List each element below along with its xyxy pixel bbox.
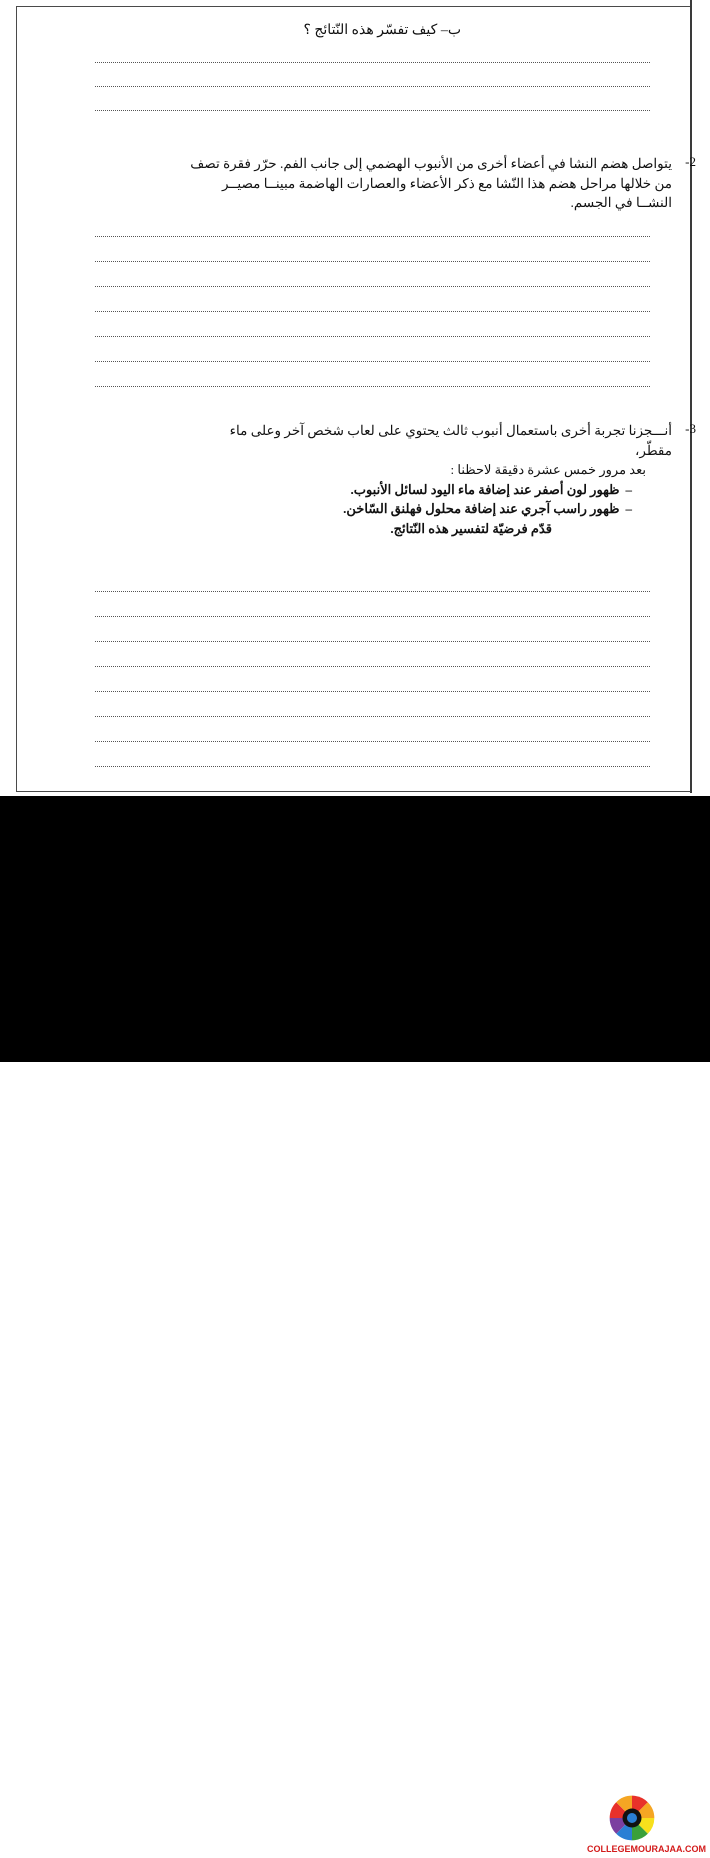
scan-background-strip bbox=[0, 796, 710, 1854]
question-2-line-3: النشــا في الجسم. bbox=[570, 195, 672, 211]
page-border-left bbox=[16, 6, 17, 792]
answer-line[interactable] bbox=[95, 110, 650, 111]
question-b-text: ب– كيف تفسّر هذه النّتائج ؟ bbox=[303, 23, 461, 38]
question-3-number: 3- bbox=[685, 421, 696, 436]
answer-line[interactable] bbox=[95, 86, 650, 87]
page-border-top bbox=[16, 6, 691, 7]
question-3-bullet-2 bbox=[62, 499, 632, 519]
answer-line[interactable] bbox=[95, 386, 650, 387]
answer-line[interactable] bbox=[95, 336, 650, 337]
question-2-number: 2- bbox=[685, 154, 696, 169]
answer-line[interactable] bbox=[95, 766, 650, 767]
question-3-bullet-1-label: ظهور لون أصفر عند إضافة ماء اليود لسائل الأنبوب. bbox=[350, 481, 620, 497]
question-3-bullet-2-label: ظهور راسب آجري عند إضافة محلول فهلنق السّاخن. bbox=[343, 501, 620, 517]
document-page bbox=[0, 0, 710, 796]
answer-line[interactable] bbox=[95, 641, 650, 642]
answer-line[interactable] bbox=[95, 666, 650, 667]
answer-line[interactable] bbox=[95, 311, 650, 312]
page-border-right bbox=[690, 0, 692, 793]
answer-line[interactable] bbox=[95, 236, 650, 237]
site-logo bbox=[587, 1792, 706, 1858]
answer-line[interactable] bbox=[95, 741, 650, 742]
answer-line[interactable] bbox=[95, 361, 650, 362]
question-3-text bbox=[62, 421, 672, 538]
question-3-line-1: أنـــجزنا تجربة أخرى باستعمال أنبوب ثالث يحتوي على لعاب شخص آخر وعلى ماء bbox=[229, 423, 672, 438]
answer-line[interactable] bbox=[95, 716, 650, 717]
bullet-dash-icon-2: – bbox=[625, 501, 632, 517]
answer-line[interactable] bbox=[95, 616, 650, 617]
answer-line[interactable] bbox=[95, 261, 650, 262]
question-3-subtext: بعد مرور خمس عشرة دقيقة لاحظنا : bbox=[450, 462, 646, 478]
colorwheel-icon bbox=[604, 1794, 660, 1842]
question-2-text bbox=[62, 154, 672, 213]
bullet-dash-icon: – bbox=[625, 481, 632, 497]
question-2-line-1: يتواصل هضم النشا في أعضاء أخرى من الأنبوب الهضمي إلى جانب الفم. حرّر فقرة تصف bbox=[190, 156, 672, 171]
answer-line[interactable] bbox=[95, 691, 650, 692]
question-3-closing: قدّم فرضيّة لتفسير هذه النّتائج. bbox=[390, 520, 552, 536]
question-3-bullet-1 bbox=[62, 480, 632, 500]
answer-line[interactable] bbox=[95, 591, 650, 592]
page-border-bottom bbox=[16, 791, 691, 792]
question-2-line-2: من خلالها مراحل هضم هذا النّشا مع ذكر الأعضاء والعصارات الهاضمة مبينــا مصيــر bbox=[222, 175, 672, 191]
answer-line[interactable] bbox=[95, 62, 650, 63]
answer-line[interactable] bbox=[95, 286, 650, 287]
question-3-line-2: مقطّر، bbox=[635, 442, 672, 458]
watermark-text: COLLEGEMOURAJAA.COM bbox=[587, 1844, 706, 1854]
